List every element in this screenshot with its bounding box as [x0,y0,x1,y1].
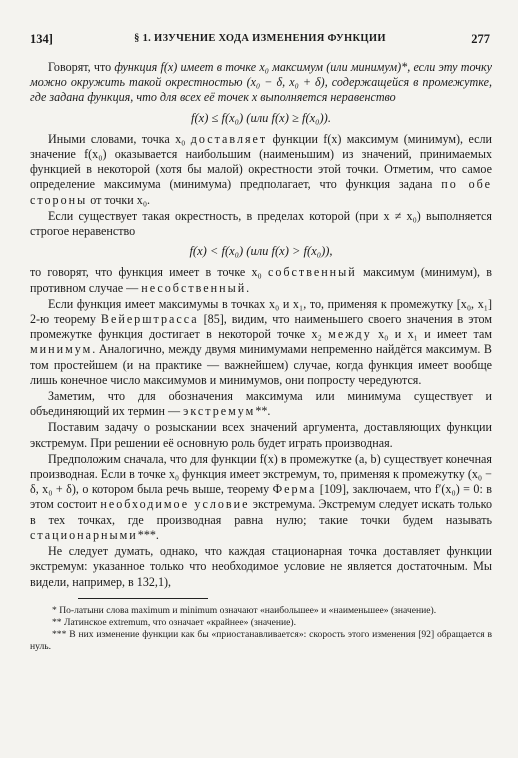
footnote-3: *** В них изменение функции как бы «приостанавливается»: скорость этого изменения [92] обращается в нуль. [30,628,492,652]
footnote-1: * По-латыни слова maximum и minimum означают «наибольшее» и «наименьшее» (значение). [52,604,437,616]
running-header [30,32,490,50]
paragraph-proper: то говорят, что функция имеет в точке x₀ собственный максимум (минимум), в противном случае — несобственный. [30,265,492,295]
footnote-divider [78,598,208,599]
footnotes [30,605,492,653]
footnote-2: ** Латинское extremum, что означает «крайнее» (значение). [52,616,296,628]
paragraph-strict: Если существует такая окрестность, в пределах которой (при x ≠ x₀) выполняется строгое неравенство [30,208,492,239]
page-number-left: 134] [30,32,53,46]
paragraph-alternation: Если функция имеет максимумы в точках x₀ и x₁, то, применяя к промежутку [x₀, x₁] 2-ю теорему Вейерштрасса [85], видим, что наименьшего своего значения в этом промежутке функция достигает в некоторой точке x₂ между x₀ и x₁ и имеет там минимум. Аналогично, между двумя минимумами непременно найдётся максимум. В том простейшем (и на практике — важнейшем) случае, когда функция имеет вообще лишь конечное число максимумов и минимумов, они попросту чередуются. [30,296,493,387]
section-title: § 1. ИЗУЧЕНИЕ ХОДА ИЗМЕНЕНИЯ ФУНКЦИИ [134,33,386,44]
paragraph-stationary: Не следует думать, однако, что каждая стационарная точка доставляет функции экстремум: указанное только что необходимое условие не является достаточным. Мы видели, например, в 132,1), [30,544,492,589]
formula-strict-inequality: f(x) < f(x₀) (или f(x) > f(x₀)), [189,244,333,259]
main-text [30,60,492,653]
paragraph-fermat: Предположим сначала, что для функции f(x) в промежутке (a, b) существует конечная производная. Если в точке x₀ функция имеет экстремум, то, применяя к промежутку (x₀ − δ, x₀ + δ), о котором была речь выше, теорему Ферма [109], заключаем, что f′(x₀) = 0: в этом состоит необходимое условие экстремума. Экстремум следует искать только в тех точках, где производная равна нулю; такие точки будем называть стационарными***. [30,451,492,542]
paragraph-task: Поставим задачу о розыскании всех значений аргумента, доставляющих функции экстремум. При решении её основную роль будет играть производная. [30,420,492,450]
paragraph-extremum-term: Заметим, что для обозначения максимума или минимума существует и объединяющий их термин — экстремум**. [30,389,492,419]
paragraph-other-words: Иными словами, точка x₀ доставляет функции f(x) максимум (минимум), если значение f(x₀) оказывается наибольшим (наименьшим) из значений, принимаемых функцией в некоторой (хотя бы малой) окрестности этой точки. Отметим, что самое определение максимума (минимума) предполагает, что функция задана по обе стороны от точки x₀. [30,131,492,207]
page-number-right: 277 [471,32,490,46]
paragraph-definition: Говорят, что функция f(x) имеет в точке x₀ максимум (или минимум)*, если эту точку можно окружить такой окрестностью (x₀ − δ, x₀ + δ), содержащейся в промежутке, где задана функция, что для всех её точек x выполняется неравенство [30,60,492,105]
formula-inequality: f(x) ≤ f(x₀) (или f(x) ≥ f(x₀)). [191,110,331,125]
